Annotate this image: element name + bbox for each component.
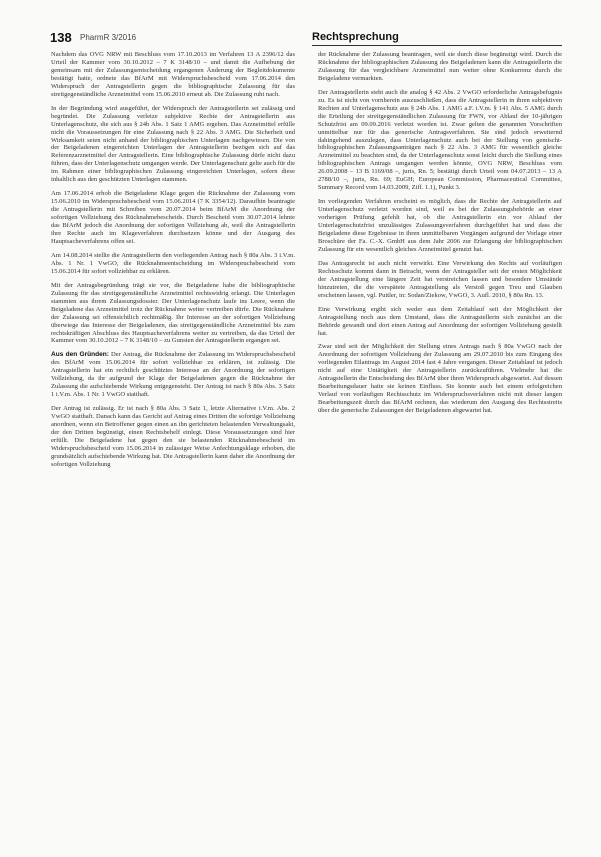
page-header [50, 30, 562, 50]
paragraph-text: Der Antragstellerin steht auch die analog § 42 Abs. 2 VwGO erforderliche Antragsbefugnis zu. Es ist nicht von vornherein auszuschließen, dass die Antragstellerin in ihren subjektiven Rechten auf Unterlagenschutz aus § 24b Abs. 1 AMG a.F. i.V.m. § 141 Abs. 5 AMG durch die Erteilung der streitgegenständlichen Zulassung für FWN, vor Ablauf der 10-jährigen Schutzfrist am 09.09.2016 verletzt worden ist. Zwar gelten die genannten Vorschriften unmittelbar nur für das generische Antragsverfahren. Sie sind jedoch erweiternd dahingehend auszulegen, dass Unterlagenschutz auch bei der Stellung von gemischt-bibliographischen Zulassungsanträgen nach § 22 Abs. 3 AMG für wesentlich gleiche Arzneimittel zu beachten sind, da der Unterlagenschutz sonst leicht durch die Stellung eines bibliographischen Antrags umgangen werden könnte, OVG NRW, Beschluss vom 26.09.2008 – 13 B 1169/08 –, juris, Rn. 5; bestätigt durch Urteil vom 04.07.2013 – 13 A 2788/10 –, juris, Rn. 69; EuGH; European Commission, Pharmaceutical Committee, Summary Record vom 14.03.2009, Ziff. 1.1), Punkt 3. [318, 88, 562, 192]
paragraph [51, 51, 295, 99]
paragraph [51, 252, 295, 276]
paragraph-text: Der Antrag ist zulässig. Er ist nach § 80a Abs. 3 Satz 1, letzte Alternative i.V.m. Abs. 2 VwGO statthaft. Danach kann das Gericht auf Antrag eines Dritten die sofortige Vollziehung anordnen, wenn ein Betroffener gegen einen an ihn gerichteten belastenden Verwaltungsakt, der den Dritten begünstigt, einen Rechtsbehelf einlegt. Diese Voraussetzungen sind hier erfüllt. Die Beigeladene hat gegen den sie belastenden Rücknahmebescheid im Widerspruchsbescheid vom 15.06.2014 in zulässiger Weise Anfechtungsklage erhoben, die grundsätzlich aufschiebende Wirkung hat. Die Antragstellerin kann daher die Anordnung der sofortigen Vollziehung [51, 405, 295, 468]
paragraph-text: Im vorliegenden Verfahren erscheint es möglich, dass die Rechte der Antragstellerin auf Unterlagenschutz verletzt worden sind, weil es bei der Zulassungsbehörde an einer vorherigen Prüfung gefehlt hat, ob die Antragstellerin ein vor Ablauf der Unterlagenschutzfrist unzulässiges Zulassungsverfahren durchgeführt hat und dass die Beigeladene diese Ergebnisse in ihren unmittelbaren Vorgängen aufgrund der Vorlage einer Broschüre der Fa. C.-X. GmbH aus dem Jahr 2006 zur Erlangung der bibliographischen Zulassung für ein wesentlich gleiches Arzneimittel genutzt hat. [318, 198, 562, 253]
left-column [51, 51, 295, 475]
paragraph [51, 405, 295, 469]
paragraph-text: Am 17.06.2014 erhob die Beigeladene Klage gegen die Rücknahme der Zulassung vom 15.06.2010 im Widerspruchsbescheid vom 15.06.2014 (7 K 3354/12). Daraufhin beantragte die Antragstellerin mit Schreiben vom 20.07.2014 beim BfArM die Anordnung der sofortigen Vollziehung des Rücknahmebescheids. Durch Bescheid vom 30.07.2014 lehnte das BfArM jedoch die Anordnung der sofortigen Vollziehung ab, weil die Antragstellerin ihre Rechte auch im Klageverfahren durchsetzen könne und der Ausgang des Hauptsacheverfahrens offen sei. [51, 190, 295, 245]
journal-citation: PharmR 3/2016 [80, 33, 137, 42]
paragraph-text: Nachdem das OVG NRW mit Beschluss vom 17.10.2013 im Verfahren 13 A 2396/12 das Urteil der Kammer vom 30.10.2012 – 7 K 3148/10 – und damit die Aufhebung der gemeinsam mit der Zulassungsentscheidung ergangenen Änderung der Begleitdokumente bestätigt hatte, ordnete das BfArM mit Widerspruchsbescheid vom 17.06.2014 den Widerspruch der Antragstellerin gegen die bibliographische Zulassung für das streitgegenständliche Arzneimittel vom 15.06.2010 erneut ab. Die Zulassung ruht nach. [51, 51, 295, 98]
paragraph-text: der Rücknahme der Zulassung beantragen, weil sie durch diese begünstigt wird. Durch die Rücknahme der bibliographischen Zulassung des Beigeladenen kann die Antragstellerin die Zulassung für das vergleichbare Arzneimittel nun weiter ohne Konkurrenz durch die Beigeladene vermarkten. [318, 51, 562, 82]
paragraph [318, 51, 562, 83]
paragraph [51, 282, 295, 346]
paragraph-text: Am 14.08.2014 stellte die Antragstellerin den vorliegenden Antrag nach § 80a Abs. 3 i.V.m. Abs. 1 Nr. 1 VwGO, die Rücknahmeentscheidung im Widerspruchsbescheid vom 15.06.2014 für sofort vollziehbar zu erklären. [51, 251, 295, 275]
right-column [318, 51, 562, 421]
section-title: Rechtsprechung [312, 31, 399, 43]
header-rule [312, 45, 562, 46]
paragraph [318, 89, 562, 192]
paragraph [318, 260, 562, 300]
paragraph [318, 198, 562, 254]
paragraph [318, 343, 562, 415]
paragraph-text: Das Antragsrecht ist auch nicht verwirkt. Eine Verwirkung des Rechts auf vorläufigen Rechtsschutz kommt dann in Betracht, wenn der Antragsteller seit der ersten Möglichkeit der Antragstellung eine längere Zeit hat verstreichen lassen und besondere Umstände hinzutreten, die die verspätete Antragstellung als Verstoß gegen Treu und Glauben erscheinen lassen, vgl. Puttler, in: Sodan/Ziekow, VwGO, 3. Aufl. 2010, § 80a Rn. 13. [318, 259, 562, 299]
paragraph [51, 190, 295, 246]
paragraph-text: In der Begründung wird ausgeführt, der Widerspruch der Antragstellerin sei zulässig und begründet. Die Zulassung verletze subjektive Rechte der Antragstellerin aus Unterlagenschutz, die sich aus § 24b Abs. 1 Satz 1 AMG ergeben. Das Arzneimittel erfülle nicht die Voraussetzungen für eine Zulassung nach § 22 Abs. 3 AMG. Die Sicherheit und Wirksamkeit seien nicht anhand der bibliographischen Unterlagen nachgewiesen. Die von der Beigeladenen eingereichten Unterlagen der Antragstellerin bezögen sich auf das Referenzarzneimittel der Antragstellerin. Eine bibliographische Zulassung dürfe nicht dazu führen, dass der Unterlagenschutz umgangen werde. Der Unterlagenschutz gelte auch für die im Rahmen einer bibliographischen Zulassung eingereichten Unterlagen, sofern diese inhaltlich aus den geschützten Unterlagen stammen. [51, 104, 295, 184]
paragraph [51, 351, 295, 399]
paragraph-lead: Aus den Gründen: [51, 351, 109, 359]
page-number: 138 [50, 30, 72, 45]
paragraph [51, 105, 295, 185]
paragraph [318, 306, 562, 338]
paragraph-text: Der Antrag, die Rücknahme der Zulassung im Widerspruchsbescheid des BfArM vom 15.06.2014 für sofort vollziehbar zu erklären, ist zulässig. Die Antragstellerin hat ein rechtlich geschütztes Interesse an der Anordnung der sofortigen Vollziehung, da ihr aufgrund der Klage der Beigeladenen gegen die Rücknahme der Zulassung die aufschiebende Wirkung entgegensteht. Der Antrag ist nach § 80a Abs. 3 Satz 1 i.V.m. Abs. 1 Nr. 1 VwGO statthaft. [51, 351, 296, 399]
paragraph-text: Eine Verwirkung ergibt sich weder aus dem Zeitablauf seit der Möglichkeit der Antragstellung noch aus dem Umstand, dass die Antragstellerin sich zunächst an die Behörde gewandt und dort einen Antrag auf Anordnung der sofortigen Vollziehung gestellt hat. [318, 305, 562, 337]
paragraph-text: Mit der Antragsbegründung trägt sie vor, die Beigeladene habe die bibliographische Zulassung für das streitgegenständliche Arzneimittel rechtswidrig erlangt. Die Unterlagen stammten aus ihrem Zulassungsdossier. Der Unterlagenschutz laufe ins Leere, wenn die Beigeladene das Arzneimittel trotz der Rücknahme weiter vertreiben dürfe. Die Rücknahme der Zulassung sei offensichtlich rechtmäßig. Ihr Interesse an der sofortigen Vollziehung überwiege das Interesse der Beigeladenen, das streitgegenständliche Arzneimittel bis zum rechtskräftigen Abschluss des Hauptsacheverfahrens weiter zu vertreiben, da das Urteil der Kammer vom 30.10.2012 – 7 K 3148/10 – zu Gunsten der Antragstellerin ergangen sei. [51, 281, 295, 345]
paragraph-text: Zwar sind seit der Möglichkeit der Stellung eines Antrags nach § 80a VwGO nach der Anordnung der sofortigen Vollziehung der Zulassung am 29.07.2010 bis zum Eingang des vorliegenden Eilantrags im August 2014 fast 4 Jahre vergangen. Dieser Zeitablauf ist jedoch nicht auf eine Untätigkeit der Antragstellerin zurückzuführen. Vielmehr hat die Antragstellerin die Entscheidung des BfArM über ihren Widerspruch abgewartet. Auf dessen Bearbeitungsdauer hatte sie keinen Einfluss. Sie konnte auch bei einem erfolgreichen Verlauf von vorläufigen Rechtsschutz im Widerspruchsverfahren nicht mit dieser langen Bearbeitungszeit durch das BfArM rechnen, das wiederum den Ausgang des Rechtsstreits über die generische Zulassungen der Beigeladenen abgewartet hat. [318, 343, 562, 415]
